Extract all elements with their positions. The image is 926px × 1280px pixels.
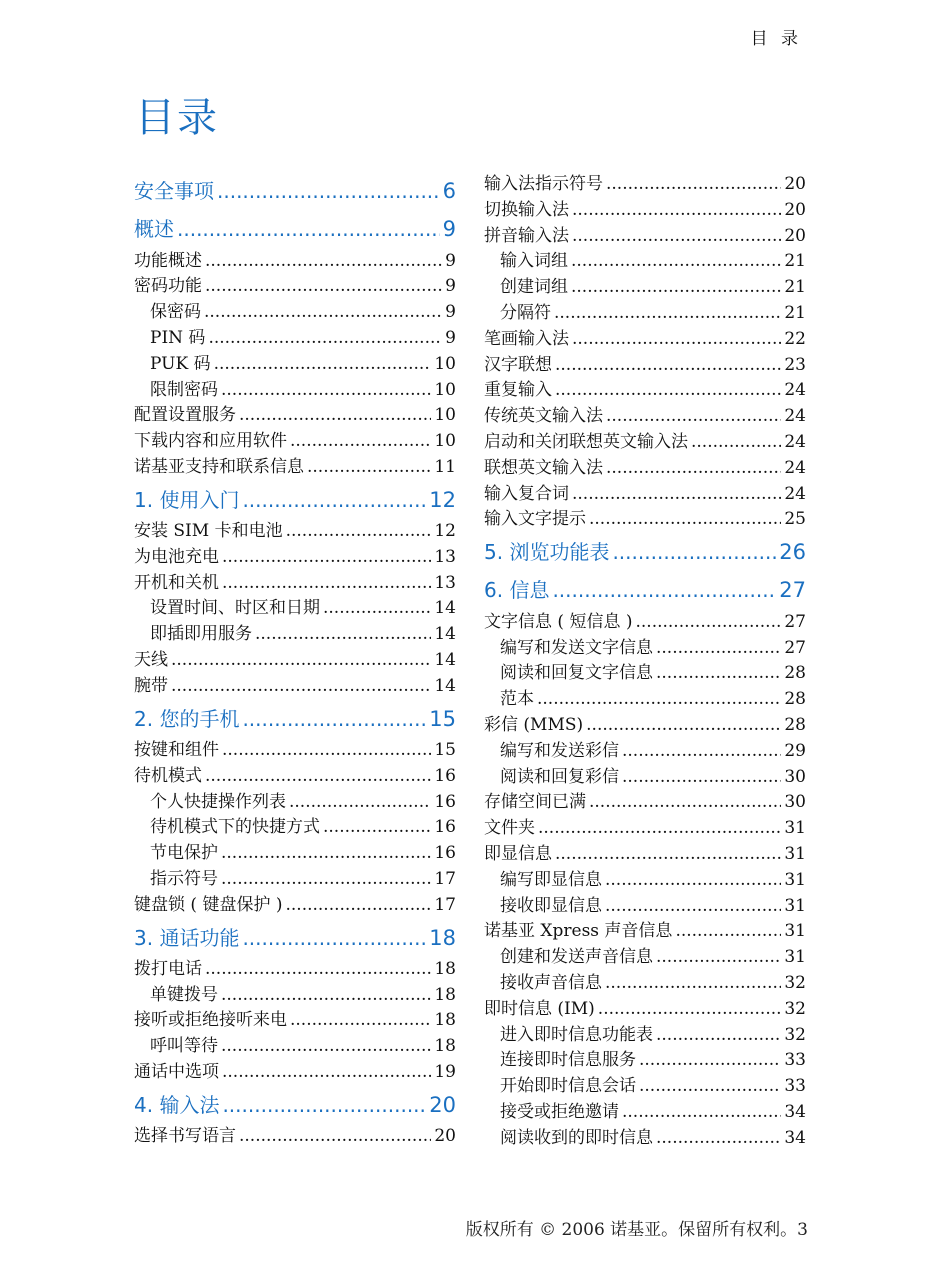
toc-leader-dots	[589, 507, 781, 533]
toc-page-number: 31	[784, 921, 806, 942]
toc-entry[interactable]	[484, 275, 806, 301]
toc-leader-dots	[171, 648, 431, 674]
toc-page-number: 24	[784, 457, 806, 478]
toc-entry[interactable]	[134, 1124, 456, 1150]
toc-leader-dots	[239, 403, 431, 429]
toc-entry-label: 编写和发送彩信	[500, 740, 619, 761]
toc-page-number: 20	[784, 225, 806, 246]
toc-entry-label: 传统英文输入法	[484, 406, 603, 427]
toc-chapter[interactable]	[134, 700, 456, 738]
toc-leader-dots	[571, 249, 781, 275]
toc-page-number: 18	[429, 925, 456, 950]
toc-entry[interactable]	[484, 868, 806, 894]
toc-page-number: 9	[445, 276, 456, 297]
toc-entry[interactable]	[134, 893, 456, 919]
toc-leader-dots	[656, 661, 781, 687]
toc-leader-dots	[605, 894, 781, 920]
toc-page-number: 14	[434, 675, 456, 696]
toc-leader-dots	[555, 378, 781, 404]
toc-entry[interactable]	[134, 545, 456, 571]
toc-page-number: 17	[434, 894, 456, 915]
toc-leader-dots	[222, 1060, 431, 1086]
toc-entry[interactable]	[134, 378, 456, 404]
toc-leader-dots	[221, 1034, 431, 1060]
toc-entry[interactable]	[484, 456, 806, 482]
toc-entry[interactable]	[134, 429, 456, 455]
toc-entry[interactable]	[134, 867, 456, 893]
toc-entry-label: 拨打电话	[134, 958, 202, 979]
toc-entry[interactable]	[484, 610, 806, 636]
toc-leader-dots	[589, 790, 781, 816]
toc-entry-label: 指示符号	[150, 868, 218, 889]
toc-leader-dots	[242, 700, 426, 738]
toc-entry-label: 4. 输入法	[134, 1092, 220, 1117]
toc-leader-dots	[538, 816, 781, 842]
toc-leader-dots	[177, 210, 440, 248]
toc-page-number: 20	[429, 1092, 456, 1117]
toc-page-number: 10	[434, 353, 456, 374]
toc-leader-dots	[255, 622, 431, 648]
toc-entry-label: 天线	[134, 650, 168, 671]
toc-leader-dots	[323, 815, 431, 841]
toc-entry-label: 即时信息 (IM)	[484, 998, 595, 1019]
toc-leader-dots	[222, 738, 431, 764]
toc-page-number: 23	[784, 354, 806, 375]
toc-entry-label: 呼叫等待	[150, 1036, 218, 1057]
toc-page-number: 12	[434, 521, 456, 542]
toc-entry[interactable]	[134, 738, 456, 764]
toc-page-number: 27	[784, 611, 806, 632]
toc-entry-label: 笔画输入法	[484, 328, 569, 349]
toc-entry[interactable]	[134, 841, 456, 867]
toc-leader-dots	[290, 1008, 431, 1034]
toc-entry[interactable]	[484, 687, 806, 713]
toc-leader-dots	[572, 198, 781, 224]
running-header: 目 录	[750, 29, 802, 49]
toc-page-number: 16	[434, 843, 456, 864]
toc-page-number: 11	[434, 456, 456, 477]
toc-chapter[interactable]	[484, 571, 806, 609]
toc-entry-label: 存储空间已满	[484, 792, 586, 813]
toc-entry[interactable]	[484, 301, 806, 327]
toc-page-number: 9	[445, 327, 456, 348]
toc-page-number: 19	[434, 1062, 456, 1082]
toc-entry[interactable]	[484, 739, 806, 765]
toc-page-number: 33	[784, 1050, 806, 1071]
toc-page-number: 26	[779, 540, 806, 565]
toc-leader-dots	[205, 957, 431, 983]
toc-entry-label: 安装 SIM 卡和电池	[134, 521, 283, 542]
toc-leader-dots	[242, 481, 426, 519]
toc-leader-dots	[242, 919, 426, 957]
toc-leader-dots	[572, 327, 781, 353]
toc-entry-label: 通话中选项	[134, 1062, 219, 1082]
toc-entry-label: 下载内容和应用软件	[134, 431, 287, 452]
toc-entry-label: 编写即显信息	[500, 869, 602, 890]
toc-entry[interactable]	[484, 1048, 806, 1074]
toc-entry[interactable]	[134, 596, 456, 622]
toc-entry[interactable]	[134, 957, 456, 983]
toc-entry[interactable]	[134, 983, 456, 1009]
toc-leader-dots	[221, 378, 431, 404]
toc-entry-label: 开始即时信息会话	[500, 1076, 636, 1097]
toc-page-number: 31	[784, 947, 806, 968]
toc-entry[interactable]	[134, 274, 456, 300]
toc-entry-label: 进入即时信息功能表	[500, 1024, 653, 1045]
toc-entry-label: 3. 通话功能	[134, 925, 240, 950]
toc-page-number: 14	[434, 650, 456, 671]
toc-page-number: 32	[784, 998, 806, 1019]
toc-entry-label: 拼音输入法	[484, 225, 569, 246]
toc-entry-label: 创建和发送声音信息	[500, 947, 653, 968]
toc-entry[interactable]	[134, 403, 456, 429]
toc-entry[interactable]	[134, 1008, 456, 1034]
toc-entry-label: 接听或拒绝接听来电	[134, 1010, 287, 1031]
toc-leader-dots	[204, 300, 442, 326]
toc-entry[interactable]	[484, 945, 806, 971]
toc-page-number: 24	[784, 431, 806, 452]
toc-page-number: 33	[784, 1076, 806, 1097]
toc-entry-label: PUK 码	[150, 353, 211, 374]
toc-entry[interactable]	[484, 661, 806, 687]
toc-entry[interactable]	[484, 894, 806, 920]
toc-entry-label: 编写和发送文字信息	[500, 637, 653, 658]
toc-entry[interactable]	[134, 519, 456, 545]
toc-entry-label: 个人快捷操作列表	[150, 791, 286, 812]
toc-page-number: 30	[784, 766, 806, 787]
toc-leader-dots	[656, 636, 781, 662]
toc-entry[interactable]	[484, 1100, 806, 1126]
toc-leader-dots	[285, 893, 431, 919]
toc-entry-label: 重复输入	[484, 380, 552, 401]
toc-leader-dots	[205, 764, 431, 790]
toc-page-number: 30	[784, 792, 806, 813]
toc-entry-label: 输入文字提示	[484, 509, 586, 530]
toc-leader-dots	[221, 867, 431, 893]
toc-entry-label: PIN 码	[150, 327, 206, 348]
toc-entry-label: 设置时间、时区和日期	[150, 598, 320, 619]
toc-entry-label: 连接即时信息服务	[500, 1050, 636, 1071]
toc-leader-dots	[205, 274, 442, 300]
toc-leader-dots	[635, 610, 781, 636]
toc-page-number: 20	[784, 199, 806, 220]
toc-page-number: 31	[784, 869, 806, 890]
toc-page-number: 28	[784, 689, 806, 710]
toc-entry[interactable]	[484, 482, 806, 508]
toc-leader-dots	[323, 596, 431, 622]
toc-page-number: 16	[434, 765, 456, 786]
toc-entry-label: 文字信息 ( 短信息 )	[484, 611, 633, 632]
toc-page-number: 15	[429, 706, 456, 731]
toc-leader-dots	[307, 455, 431, 481]
toc-leader-dots	[217, 172, 440, 210]
toc-entry-label: 待机模式	[134, 765, 202, 786]
toc-page-number: 24	[784, 406, 806, 427]
toc-entry[interactable]	[484, 1126, 806, 1152]
toc-entry[interactable]	[484, 249, 806, 275]
toc-entry[interactable]	[484, 224, 806, 250]
toc-leader-dots	[639, 1048, 781, 1074]
toc-entry[interactable]	[484, 172, 806, 198]
toc-page-number: 10	[434, 431, 456, 452]
toc-entry[interactable]	[484, 765, 806, 791]
toc-entry-label: 1. 使用入门	[134, 487, 240, 512]
toc-page-number: 28	[784, 663, 806, 684]
toc-entry-label: 腕带	[134, 675, 168, 696]
toc-page-number: 32	[784, 972, 806, 993]
toc-leader-dots	[171, 674, 431, 700]
toc-chapter[interactable]	[134, 1086, 456, 1124]
toc-entry-label: 限制密码	[150, 379, 218, 400]
toc-page-number: 14	[434, 624, 456, 645]
toc-chapter[interactable]	[134, 481, 456, 519]
toc-right-column	[484, 172, 806, 1151]
toc-chapter[interactable]	[134, 210, 456, 248]
toc-leader-dots	[554, 301, 781, 327]
toc-entry[interactable]	[484, 198, 806, 224]
toc-entry-label: 接收声音信息	[500, 972, 602, 993]
toc-entry-label: 节电保护	[150, 843, 218, 864]
toc-entry[interactable]	[134, 790, 456, 816]
toc-left-column	[134, 172, 456, 1150]
toc-leader-dots	[221, 983, 431, 1009]
toc-entry[interactable]	[484, 507, 806, 533]
toc-entry-label: 阅读和回复文字信息	[500, 663, 653, 684]
toc-page-number: 10	[434, 405, 456, 426]
toc-entry-label: 阅读收到的即时信息	[500, 1127, 653, 1148]
toc-entry[interactable]	[134, 249, 456, 275]
toc-entry-label: 开机和关机	[134, 572, 219, 593]
toc-leader-dots	[586, 713, 781, 739]
toc-entry-label: 功能概述	[134, 250, 202, 271]
toc-entry[interactable]	[134, 1060, 456, 1086]
toc-page-number: 16	[434, 791, 456, 812]
toc-leader-dots	[555, 842, 781, 868]
toc-page-number: 9	[445, 302, 456, 323]
toc-entry-label: 切换输入法	[484, 199, 569, 220]
toc-chapter[interactable]	[134, 919, 456, 957]
toc-entry[interactable]	[484, 971, 806, 997]
toc-page-number: 18	[434, 1036, 456, 1057]
toc-entry[interactable]	[484, 713, 806, 739]
toc-page-number: 24	[784, 483, 806, 504]
toc-leader-dots	[289, 790, 431, 816]
toc-page-number: 27	[784, 637, 806, 658]
toc-entry[interactable]	[134, 571, 456, 597]
toc-entry-label: 2. 您的手机	[134, 706, 240, 731]
toc-leader-dots	[675, 919, 781, 945]
toc-page-number: 31	[784, 895, 806, 916]
toc-leader-dots	[221, 841, 431, 867]
toc-entry-label: 待机模式下的快捷方式	[150, 817, 320, 838]
toc-leader-dots	[691, 430, 781, 456]
toc-page-number: 20	[784, 174, 806, 194]
toc-entry[interactable]	[134, 352, 456, 378]
toc-page-number: 9	[442, 217, 456, 242]
toc-leader-dots	[606, 456, 781, 482]
toc-entry[interactable]	[484, 636, 806, 662]
toc-leader-dots	[552, 571, 776, 609]
toc-entry[interactable]	[134, 764, 456, 790]
toc-entry-label: 阅读和回复彩信	[500, 766, 619, 787]
toc-entry-label: 配置设置服务	[134, 405, 236, 426]
toc-page-number: 21	[784, 277, 806, 298]
toc-page-number: 6	[442, 179, 456, 203]
toc-entry[interactable]	[484, 790, 806, 816]
toc-chapter[interactable]	[134, 172, 456, 210]
toc-entry-label: 启动和关闭联想英文输入法	[484, 431, 688, 452]
toc-entry[interactable]	[484, 1023, 806, 1049]
toc-entry-label: 按键和组件	[134, 739, 219, 760]
toc-page-number: 17	[434, 868, 456, 889]
toc-entry-label: 范本	[500, 689, 534, 710]
toc-leader-dots	[656, 945, 781, 971]
toc-entry[interactable]	[134, 326, 456, 352]
toc-entry[interactable]	[484, 919, 806, 945]
toc-page-number: 16	[434, 817, 456, 838]
toc-entry[interactable]	[484, 353, 806, 379]
toc-leader-dots	[572, 224, 781, 250]
toc-leader-dots	[656, 1126, 781, 1152]
toc-leader-dots	[605, 971, 781, 997]
toc-leader-dots	[606, 172, 781, 198]
toc-entry-label: 5. 浏览功能表	[484, 540, 610, 565]
page-title: 目录	[135, 95, 219, 141]
toc-entry-label: 汉字联想	[484, 354, 552, 375]
toc-leader-dots	[290, 429, 431, 455]
toc-page-number: 25	[784, 509, 806, 530]
toc-entry-label: 诺基亚支持和联系信息	[134, 456, 304, 477]
toc-leader-dots	[612, 533, 776, 571]
toc-entry[interactable]	[134, 1034, 456, 1060]
toc-page-number: 29	[784, 740, 806, 761]
toc-leader-dots	[598, 997, 782, 1023]
toc-entry-label: 密码功能	[134, 276, 202, 297]
toc-entry-label: 概述	[134, 217, 174, 242]
toc-page-number: 13	[434, 546, 456, 567]
toc-entry[interactable]	[484, 816, 806, 842]
toc-leader-dots	[537, 687, 781, 713]
toc-leader-dots	[605, 868, 781, 894]
toc-entry-label: 6. 信息	[484, 578, 550, 603]
toc-leader-dots	[555, 353, 781, 379]
toc-leader-dots	[656, 1023, 781, 1049]
toc-entry-label: 安全事项	[134, 179, 214, 203]
toc-leader-dots	[622, 739, 781, 765]
toc-entry-label: 为电池充电	[134, 546, 219, 567]
toc-entry[interactable]	[134, 674, 456, 700]
toc-leader-dots	[214, 352, 432, 378]
toc-entry-label: 输入词组	[500, 251, 568, 272]
toc-page-number: 10	[434, 379, 456, 400]
toc-page-number: 21	[784, 251, 806, 272]
toc-entry-label: 即显信息	[484, 843, 552, 864]
toc-page-number: 22	[784, 328, 806, 349]
toc-entry-label: 即插即用服务	[150, 624, 252, 645]
toc-page-number: 32	[784, 1024, 806, 1045]
toc-leader-dots	[222, 571, 431, 597]
toc-leader-dots	[639, 1074, 781, 1100]
toc-page-number: 18	[434, 958, 456, 979]
toc-entry-label: 联想英文输入法	[484, 457, 603, 478]
toc-leader-dots	[286, 519, 432, 545]
toc-entry-label: 键盘锁 ( 键盘保护 )	[134, 894, 283, 915]
toc-entry[interactable]	[484, 842, 806, 868]
toc-leader-dots	[205, 249, 442, 275]
toc-page-number: 14	[434, 598, 456, 619]
toc-page-number: 34	[784, 1101, 806, 1122]
toc-entry[interactable]	[484, 997, 806, 1023]
toc-entry[interactable]	[484, 404, 806, 430]
toc-entry[interactable]	[134, 455, 456, 481]
toc-page-number: 28	[784, 714, 806, 735]
toc-entry[interactable]	[134, 815, 456, 841]
toc-entry-label: 输入复合词	[484, 483, 569, 504]
toc-entry-label: 分隔符	[500, 302, 551, 323]
toc-page-number: 31	[784, 818, 806, 839]
toc-leader-dots	[606, 404, 781, 430]
toc-entry-label: 彩信 (MMS)	[484, 714, 584, 735]
toc-page-number: 31	[784, 843, 806, 864]
toc-entry[interactable]	[484, 327, 806, 353]
toc-leader-dots	[239, 1124, 431, 1150]
toc-leader-dots	[222, 545, 431, 571]
toc-entry-label: 文件夹	[484, 818, 535, 839]
toc-entry[interactable]	[484, 378, 806, 404]
toc-leader-dots	[208, 326, 442, 352]
toc-entry[interactable]	[134, 648, 456, 674]
toc-page-number: 27	[779, 578, 806, 603]
toc-chapter[interactable]	[484, 533, 806, 571]
toc-page-number: 34	[784, 1127, 806, 1148]
toc-leader-dots	[622, 765, 781, 791]
toc-entry-label: 创建词组	[500, 277, 568, 298]
toc-page-number: 21	[784, 302, 806, 323]
toc-entry[interactable]	[134, 300, 456, 326]
footer-copyright: 版权所有 © 2006 诺基亚。保留所有权利。3	[465, 1220, 808, 1240]
toc-leader-dots	[572, 482, 781, 508]
toc-entry-label: 保密码	[150, 302, 201, 323]
toc-page-number: 24	[784, 380, 806, 401]
toc-page-number: 20	[434, 1126, 456, 1147]
toc-entry[interactable]	[484, 1074, 806, 1100]
toc-page-number: 13	[434, 572, 456, 593]
toc-entry[interactable]	[134, 622, 456, 648]
toc-page-number: 15	[434, 739, 456, 760]
toc-leader-dots	[222, 1086, 426, 1124]
toc-entry-label: 选择书写语言	[134, 1126, 236, 1147]
toc-page-number: 18	[434, 984, 456, 1005]
toc-page-number: 12	[429, 487, 456, 512]
toc-entry[interactable]	[484, 430, 806, 456]
toc-entry-label: 输入法指示符号	[484, 174, 603, 194]
toc-entry-label: 单键拨号	[150, 984, 218, 1005]
toc-page-number: 9	[445, 250, 456, 271]
toc-leader-dots	[571, 275, 781, 301]
toc-entry-label: 接收即显信息	[500, 895, 602, 916]
toc-entry-label: 诺基亚 Xpress 声音信息	[484, 921, 673, 942]
toc-entry-label: 接受或拒绝邀请	[500, 1101, 619, 1122]
toc-page-number: 18	[434, 1010, 456, 1031]
toc-leader-dots	[622, 1100, 781, 1126]
